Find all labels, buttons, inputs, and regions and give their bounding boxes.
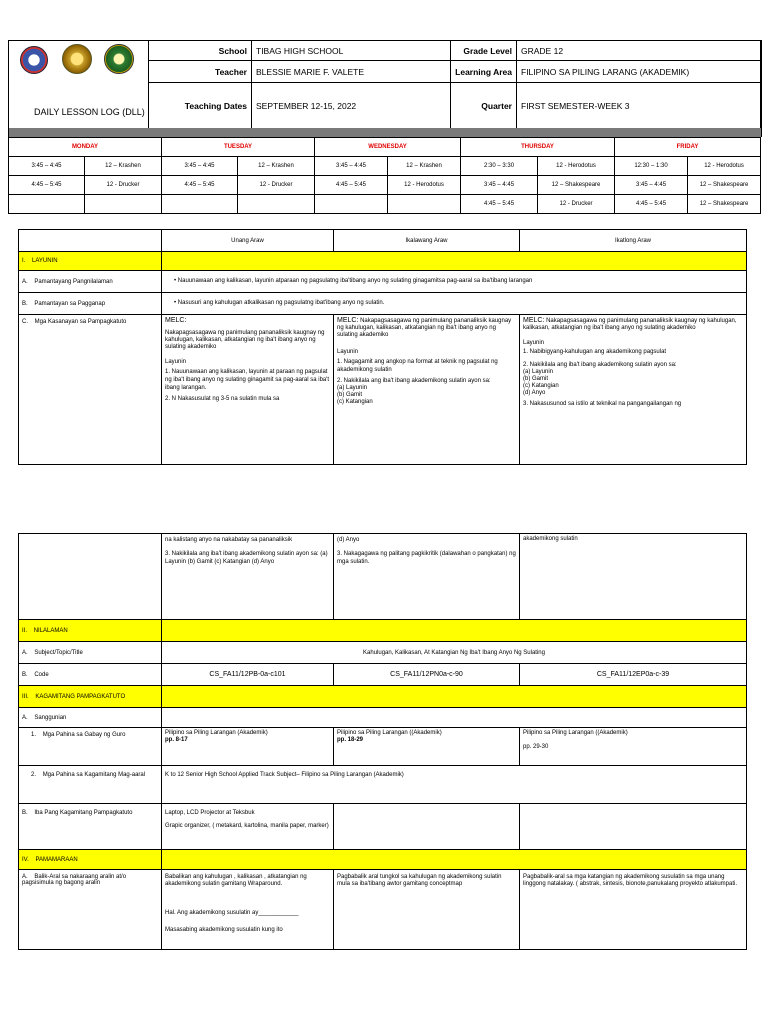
schedule-cell: 12 – Krashen [388,157,461,176]
row-heading [19,315,162,465]
melc-label: MELC: [337,317,359,324]
subject-topic: Kahulugan, Kalikasan, At Katangian Ng Iba't Ibang Anyo Ng Sulating [162,642,747,664]
teacher-value: BLESSIE MARIE F. VALETE [252,61,451,83]
continuation-day3: akademikong sulatin [520,534,747,620]
grade-label: Grade Level [451,41,517,61]
materials-text: Laptop, LCD Projector at Teksbuk [165,810,255,816]
row-title: Balik-Aral sa nakaraang aralin at/o pagsisimula ng bagong aralin [22,874,127,886]
empty-cell [19,230,162,252]
melc-text: Nakapagsasagawa ng panimulang pananaliksik kaugnay ng kahulugan, kalikasan, atkatangian ng iba't ibang anyo ng sulating akademiko [523,318,737,331]
section-title: KAGAMITANG PAMPAGKATUTO [35,693,126,700]
divider-band [8,128,762,137]
schedule-cell: 2:30 – 3:30 [461,157,538,176]
row-letter: B. [22,671,28,678]
schedule-cell: 3:45 – 4:45 [162,157,238,176]
row-letter: C. [22,319,28,325]
section-fill [162,620,747,642]
schedule-cell: 4:45 – 5:45 [9,176,85,195]
section-heading [19,620,162,642]
schedule-cell: 4:45 – 5:45 [162,176,238,195]
objective-item: 2. N Nakasusulat ng 3-5 na sulatin mula sa [165,396,280,402]
schedule-cell: 4:45 – 5:45 [315,176,388,195]
quarter-label: Quarter [451,83,517,129]
dates-value: SEPTEMBER 12-15, 2022 [252,83,451,129]
schedule-cell: 12 - Herodotus [388,176,461,195]
guide-pages: pp. 18-29 [337,737,364,743]
day-wednesday: WEDNESDAY [315,138,461,157]
section-heading [19,850,162,870]
melc-text: Nakapagsasagawa ng panimulang pananaliksik kaugnay ng kahulugan, kalikasan, atkatangian ng iba't ibang anyo ng sulating akademiko [165,330,325,350]
continuation-text: 3. Nakagagawa ng palitang pagkikritik (dalawahan o pangkatan) ng mga sulatin. [337,551,516,565]
row-title: Subject/Topic/Title [34,649,83,656]
row-title: Iba Pang Kagamitang Pampagkatuto [34,810,133,816]
document-title: DAILY LESSON LOG (DLL) [34,107,145,117]
schedule-cell: 3:45 – 4:45 [315,157,388,176]
section-kagamitan [19,686,747,708]
lesson-table-part1 [18,229,747,465]
col-ikatlong-araw: Ikatlong Araw [520,230,747,252]
schedule-cell: 12 - Drucker [238,176,315,195]
row-heading [19,728,162,766]
review-day3: Pagbabalik-aral sa mga katangian ng akademikong susulatin sa mga unang linggong natalakay. ( abstrak, sintesis, bionote,panukalang proyekto atlakumpati. [520,870,747,950]
section-heading [19,252,162,271]
empty-cell [19,534,162,620]
schedule-cell: 3:45 – 4:45 [615,176,688,195]
area-value: FILIPINO SA PILING LARANG (AKADEMIK) [517,61,761,83]
dates-label: Teaching Dates [149,83,252,129]
objective-label: Layunin [523,340,545,346]
schedule-row [9,176,761,195]
row-letter: A. [22,874,28,880]
competency-day2 [334,315,520,465]
school-value: TIBAG HIGH SCHOOL [252,41,451,61]
row-title: Mga Pahina sa Kagamitang Mag-aaral [42,772,146,778]
schedule-row [9,157,761,176]
schedule-cell: 12 - Herodotus [688,157,761,176]
melc-label: MELC: [165,317,187,324]
day-tuesday: TUESDAY [162,138,315,157]
competency-day3 [520,315,747,465]
section-number: II. [22,627,28,634]
objective-label: Layunin [337,349,359,355]
section-title: NILALAMAN [33,627,68,634]
schedule-cell: 12 – Krashen [238,157,315,176]
quarter-value: FIRST SEMESTER-WEEK 3 [517,83,761,129]
materials-text: Grapic organizer, ( metakard, kartolina, manila paper, marker) [165,823,329,829]
row-heading [19,293,162,315]
melc-label: MELC: [523,317,545,324]
code-day1: CS_FA11/12PB-0a-c101 [162,664,334,686]
row-letter: B. [22,300,28,307]
review-day2: Pagbabalik aral tungkol sa kahulugan ng akademikong sulatin mula sa iba'tibang awtor gamitang conceptmap [334,870,520,950]
schedule-cell: 12 - Drucker [538,195,615,214]
row-title: Code [34,671,49,678]
row-heading [19,642,162,664]
code-day3: CS_FA11/12EP0a-c-39 [520,664,747,686]
continuation-text: 3. Nakikilala ang iba't ibang akademikong sulatin ayon sa: (a) Layunin (b) Gamit (c) Katangian (d) Anyo [165,551,328,565]
day-monday: MONDAY [9,138,162,157]
melc-text: Nakapagsasagawa ng panimulang pananaliksik kaugnay ng kahulugan, kalikasan, atkatangian ng iba't ibang anyo ng sulating akademiko [337,318,512,338]
row-title: Sanggunian [34,714,67,721]
row-letter: A. [22,649,28,656]
review-day1 [162,870,334,950]
section-layunin [19,252,747,271]
section-fill [162,252,747,271]
empty-cell [162,708,747,728]
review-text: Masasabing akademikong susulatin kung ito [165,927,283,933]
guide-pages: pp. 8-17 [165,737,188,743]
other-materials [162,804,334,850]
school-seal-logo [104,44,134,74]
row-heading [19,708,162,728]
content-standard [162,271,747,293]
learner-pages: K to 12 Senior High School Applied Track Subject– Filipino sa Piling Larangan (Akademik) [162,766,747,804]
row-heading [19,271,162,293]
school-label: School [149,41,252,61]
row-letter: A. [22,714,28,721]
row-heading [19,870,162,950]
content-standard-text: • Nauunawaan ang kalikasan, layunin atparaan ng pagsulatng iba'tibang anyo ng sulating ginagamitsa pag-aaral sa iba'tibang larangan [174,278,532,284]
objective-label: Layunin [165,359,187,365]
schedule-cell: 12 – Shakespeare [538,176,615,195]
col-ikalawang-araw: Ikalawang Araw [334,230,520,252]
schedule-row [9,195,761,214]
header-info-table [148,40,761,129]
division-seal-logo [62,44,92,74]
schedule-cell: 12 – Krashen [85,157,162,176]
competency-day1 [162,315,334,465]
row-title: Mga Kasanayan sa Pampagkatuto [34,319,127,325]
objective-subitem: (c) Katangian [523,383,559,389]
schedule-cell: 12 – Shakespeare [688,195,761,214]
objective-subitem: (a) Layunin [523,369,554,375]
schedule-cell [315,195,388,214]
section-number: III. [22,693,29,700]
guide-pages-day1 [162,728,334,766]
section-title: LAYUNIN [32,258,58,264]
objective-subitem: (c) Katangian [337,399,373,405]
objective-subitem: (b) Gamit [337,392,363,398]
guide-book: Pilipino sa Piling Larangan ((Akademik) [337,730,442,736]
objective-item: 3. Nakasusunod sa istilo at teknikal na pangangailangan ng [523,401,682,407]
schedule-cell: 12 – Shakespeare [688,176,761,195]
continuation-day2 [334,534,520,620]
objective-subitem: (b) Gamit [523,376,549,382]
col-unang-araw: Unang Araw [162,230,334,252]
row-title: Mga Pahina sa Gabay ng Guro [42,732,126,738]
empty-cell [520,804,747,850]
row-letter: A. [22,278,28,285]
schedule-cell [238,195,315,214]
code-day2: CS_FA11/12PN0a-c-90 [334,664,520,686]
objective-item: 2. Nakikilala ang iba't ibang akademikong sulatin ayon sa: [523,362,677,368]
guide-book: Pilipino sa Piling Larangan (Akademik) [165,730,268,736]
schedule-cell: 3:45 – 4:45 [9,157,85,176]
objective-subitem: (d) Anyo [523,390,546,396]
empty-cell [334,804,520,850]
row-letter: B. [22,810,28,816]
review-text: Babalikan ang kahulugan , kalikasan , atkatangian ng akademikong sulatin gamitang Wraparound. [165,874,307,887]
objective-item: 2. Nakikilala ang iba't ibang akademikong sulatin ayon sa: [337,378,491,384]
review-text: Hal. Ang akademikong susulatin ay____________ [165,910,299,916]
performance-standard [162,293,747,315]
schedule-cell: 4:45 – 5:45 [461,195,538,214]
guide-pages: pp. 29-30 [523,744,549,750]
objective-item: 1. Nauunawaan ang kalikasan, layunin at paraan ng pagsulat ng iba't ibang anyo ng sulating ginagamit sa pag-aaral sa iba't ibang larangan. [165,369,330,391]
schedule-cell: 4:45 – 5:45 [615,195,688,214]
continuation-day1 [162,534,334,620]
teacher-label: Teacher [149,61,252,83]
schedule-cell [9,195,85,214]
schedule-cell [85,195,162,214]
objective-item: 1. Nagagamit ang angkop na format at teknik ng pagsulat ng akademikong sulatin [337,359,498,373]
area-label: Learning Area [451,61,517,83]
section-number: I. [22,258,26,264]
schedule-cell: 12 - Drucker [85,176,162,195]
schedule-cell: 12:30 – 1:30 [615,157,688,176]
schedule-cell: 12 - Herodotus [538,157,615,176]
continuation-text: na kalistang anyo na nakabatay sa pananaliksik [165,537,293,543]
objective-subitem: (a) Layunin [337,385,368,391]
guide-pages-day3 [520,728,747,766]
performance-standard-text: • Nasusuri ang kahulugan atkalikasan ng pagsulatng ibat'ibang anyo ng sulatin. [174,300,384,306]
section-title: PAMAMARAAN [35,856,78,863]
row-title: Pamantayan sa Pagganap [34,300,106,307]
row-letter: 1. [31,732,37,738]
schedule-cell [162,195,238,214]
section-heading [19,686,162,708]
lesson-table-part2 [18,533,747,950]
section-pamamaraan [19,850,747,870]
grade-value: GRADE 12 [517,41,761,61]
section-number: IV. [22,856,29,863]
schedule-cell: 3:45 – 4:45 [461,176,538,195]
objective-item: 1. Nabibigyang-kahulugan ang akademikong pagsulat [523,349,667,355]
section-fill [162,686,747,708]
day-friday: FRIDAY [615,138,761,157]
schedule-table [8,137,761,214]
guide-pages-day2 [334,728,520,766]
section-nilalaman [19,620,747,642]
deped-seal-logo [20,46,48,74]
schedule-cell [388,195,461,214]
day-thursday: THURSDAY [461,138,615,157]
row-heading [19,766,162,804]
row-heading [19,664,162,686]
guide-book: Pilipino sa Piling Larangan ((Akademik) [523,730,628,736]
row-heading [19,804,162,850]
section-fill [162,850,747,870]
continuation-text: (d) Anyo [337,537,360,543]
row-title: Pamantayang Pangnilalaman [34,278,113,285]
row-letter: 2. [31,772,37,778]
